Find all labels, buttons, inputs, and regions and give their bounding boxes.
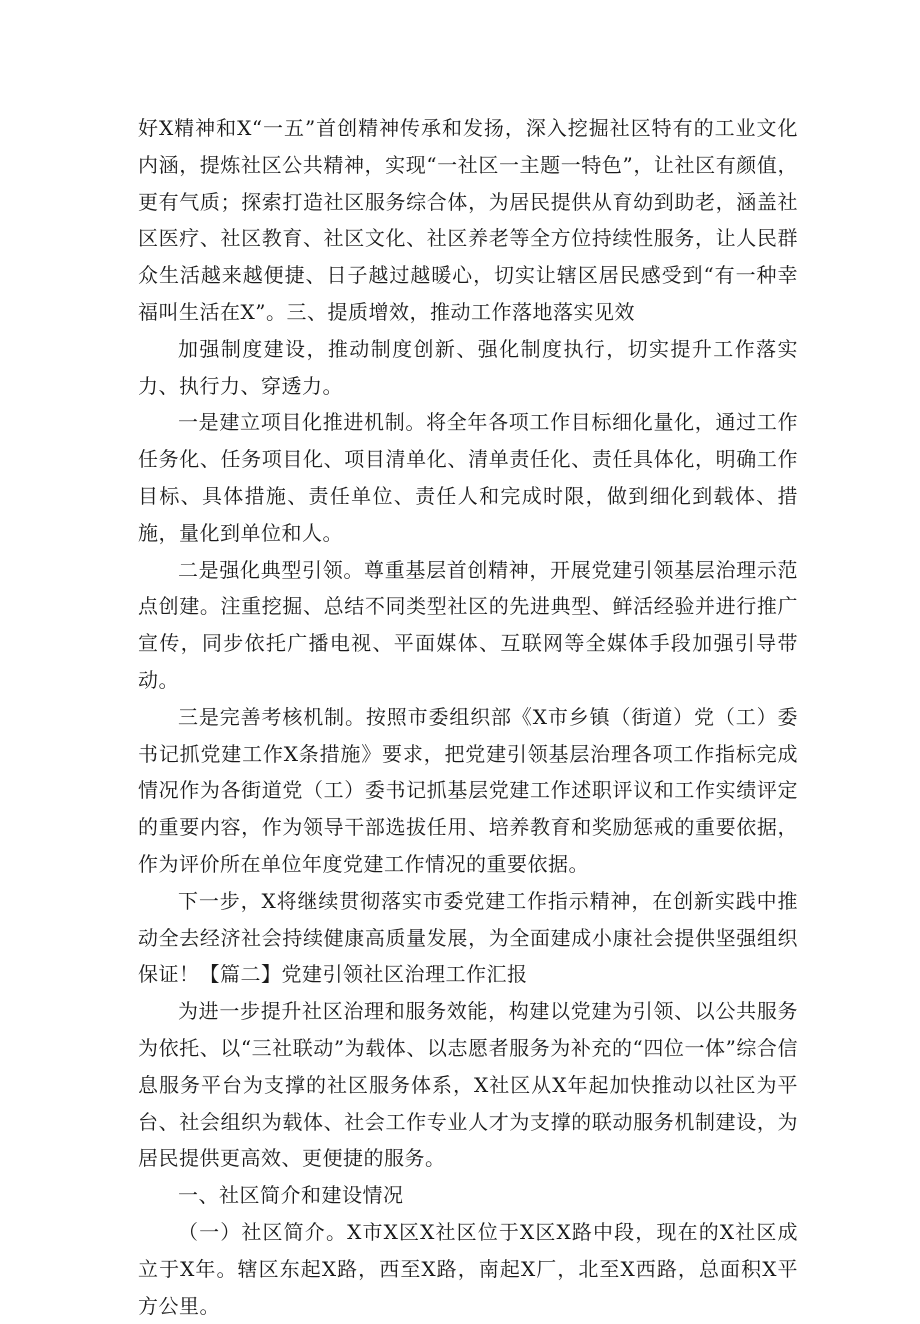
paragraph-assessment-mechanism: 三是完善考核机制。按照市委组织部《X市乡镇（街道）党（工）委书记抓党建工作X条措施》要求，把党建引领基层治理各项工作指标完成情况作为各街道党（工）委书记抓基层党建工作述职评议和工作实绩评定的重要内容，作为领导干部选拔任用、培养教育和奖励惩戒的重要依据，作为评价所在单位年度党建工作情况的重要依据。 (138, 704, 798, 876)
paragraph-typical-guidance: 二是强化典型引领。尊重基层首创精神，开展党建引领基层治理示范点创建。注重挖掘、总结不同类型社区的先进典型、鲜活经验并进行推广宣传，同步依托广播电视、平面媒体、互联网等全媒体手段加强引导带动。 (138, 557, 798, 692)
paragraph-next-step: 下一步，X将继续贯彻落实市委党建工作指示精神，在创新实践中推动全去经济社会持续健康高质量发展，为全面建成小康社会提供坚强组织保证！【篇二】党建引领社区治理工作汇报 (138, 888, 798, 987)
paragraph-community-profile: （一）社区简介。X市X区X社区位于X区X路中段，现在的X社区成立于X年。辖区东起X路，西至X路，南起X厂，北至X西路，总面积X平方公里。 (138, 1219, 798, 1318)
section-heading-community-intro: 一、社区简介和建设情况 (178, 1183, 404, 1208)
paragraph-continuation: 好X精神和X“一五”首创精神传承和发扬，深入挖掘社区特有的工业文化内涵，提炼社区公共精神，实现“一社区一主题一特色”，让社区有颜值，更有气质；探索打造社区服务综合体，为居民提供从育幼到助老，涵盖社区医疗、社区教育、社区文化、社区养老等全方位持续性服务，让人民群众生活越来越便捷、日子越过越暖心，切实让辖区居民感受到“有一种幸福叫生活在X”。三、提质增效，推动工作落地落实见效 (138, 116, 798, 324)
paragraph-project-mechanism: 一是建立项目化推进机制。将全年各项工作目标细化量化，通过工作任务化、任务项目化、项目清单化、清单责任化、责任具体化，明确工作目标、具体措施、责任单位、责任人和完成时限，做到细化到载体、措施，量化到单位和人。 (138, 410, 798, 545)
paragraph-system-building: 加强制度建设，推动制度创新、强化制度执行，切实提升工作落实力、执行力、穿透力。 (138, 336, 798, 398)
paragraph-service-system: 为进一步提升社区治理和服务效能，构建以党建为引领、以公共服务为依托、以“三社联动”为载体、以志愿者服务为补充的“四位一体”综合信息服务平台为支撑的社区服务体系，X社区从X年起加快推动以社区为平台、社会组织为载体、社会工作专业人才为支撑的联动服务机制建设，为居民提供更高效、更便捷的服务。 (138, 999, 798, 1171)
document-body (138, 110, 798, 1324)
